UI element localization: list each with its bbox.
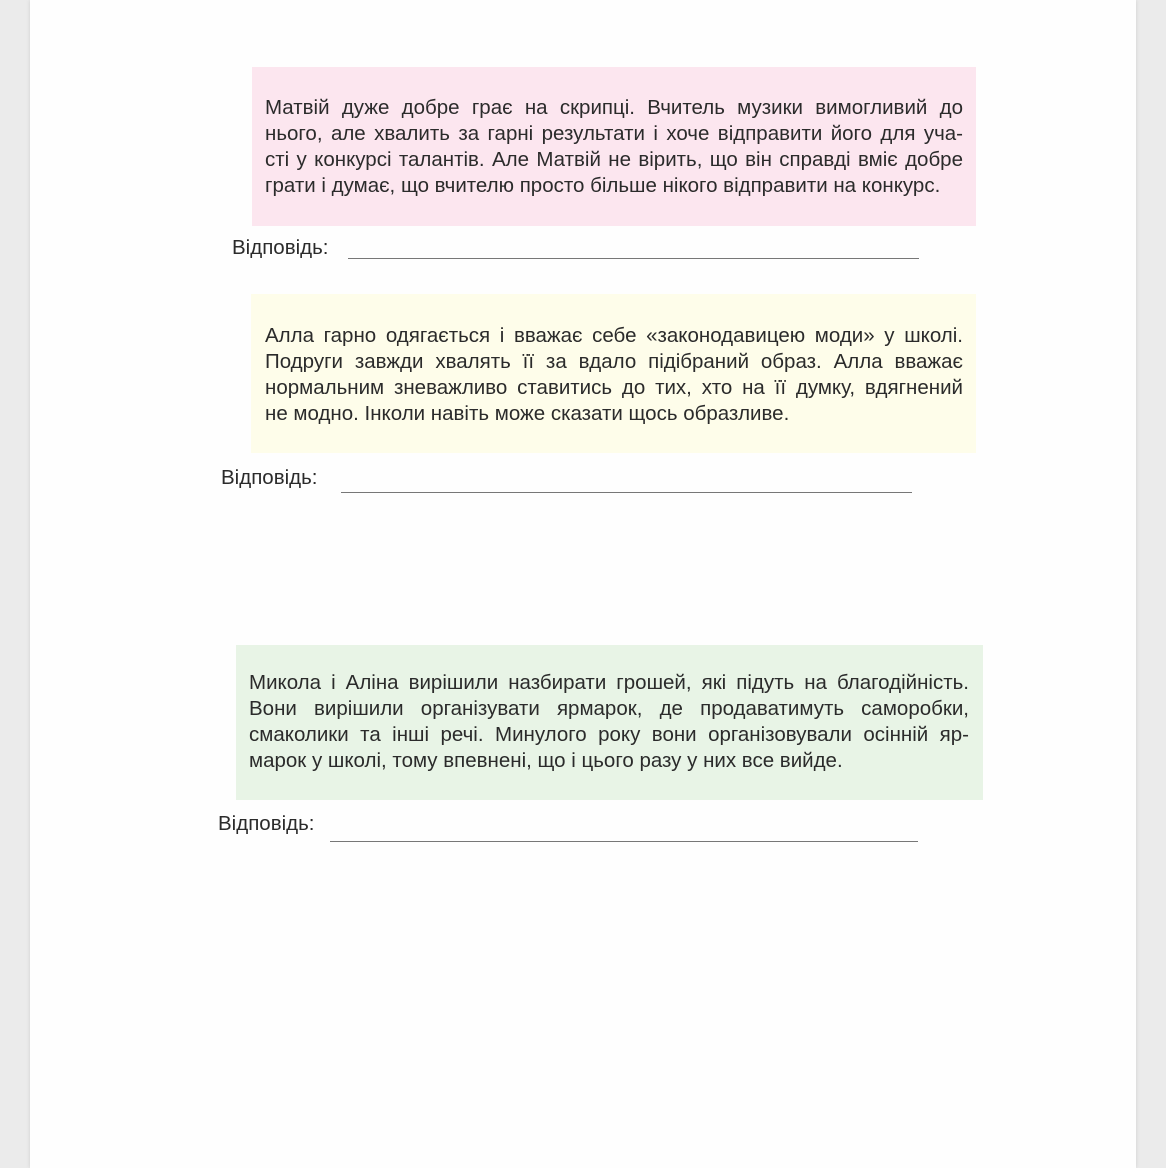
document-page [30,0,1136,1168]
answer-line-1[interactable] [348,258,919,259]
text-line: Матвій дуже добре грає на скрипці. Вчитель музики вимогливий до [265,96,963,119]
answer-line-3[interactable] [330,841,918,842]
situation-text-1 [265,95,963,199]
answer-label-1: Відповідь: [232,236,329,259]
text-line: Вони вирішили організувати ярмарок, де продаватимуть саморобки, [249,697,969,720]
situation-text-3 [249,670,969,774]
situation-card-3 [236,645,983,800]
answer-label-2: Відповідь: [221,466,318,489]
answer-line-2[interactable] [341,492,912,493]
text-line: не модно. Інколи навіть може сказати щось образливе. [265,402,790,425]
answer-label-3: Відповідь: [218,812,315,835]
text-line: марок у школі, тому впевнені, що і цього разу у них все вийде. [249,749,843,772]
text-line: нормальним зневажливо ставитись до тих, хто на її думку, вдягнений [265,376,963,399]
situation-card-1 [252,67,976,226]
text-line: сті у конкурсі талантів. Але Матвій не вірить, що він справді вміє добре [265,148,963,171]
text-line: Подруги завжди хвалять її за вдало підібраний образ. Алла вважає [265,350,963,373]
text-line: смаколики та інші речі. Минулого року вони організовували осінній яр- [249,723,969,746]
text-line: Микола і Аліна вирішили назбирати грошей, які підуть на благодійність. [249,671,969,694]
text-line: нього, але хвалить за гарні результати і хоче відправити його для уча- [265,122,963,145]
text-line: грати і думає, що вчителю просто більше нікого відправити на конкурс. [265,174,941,197]
situation-text-2 [265,323,963,427]
text-line: Алла гарно одягається і вважає себе «законодавицею моди» у школі. [265,324,963,347]
situation-card-2 [251,294,976,453]
